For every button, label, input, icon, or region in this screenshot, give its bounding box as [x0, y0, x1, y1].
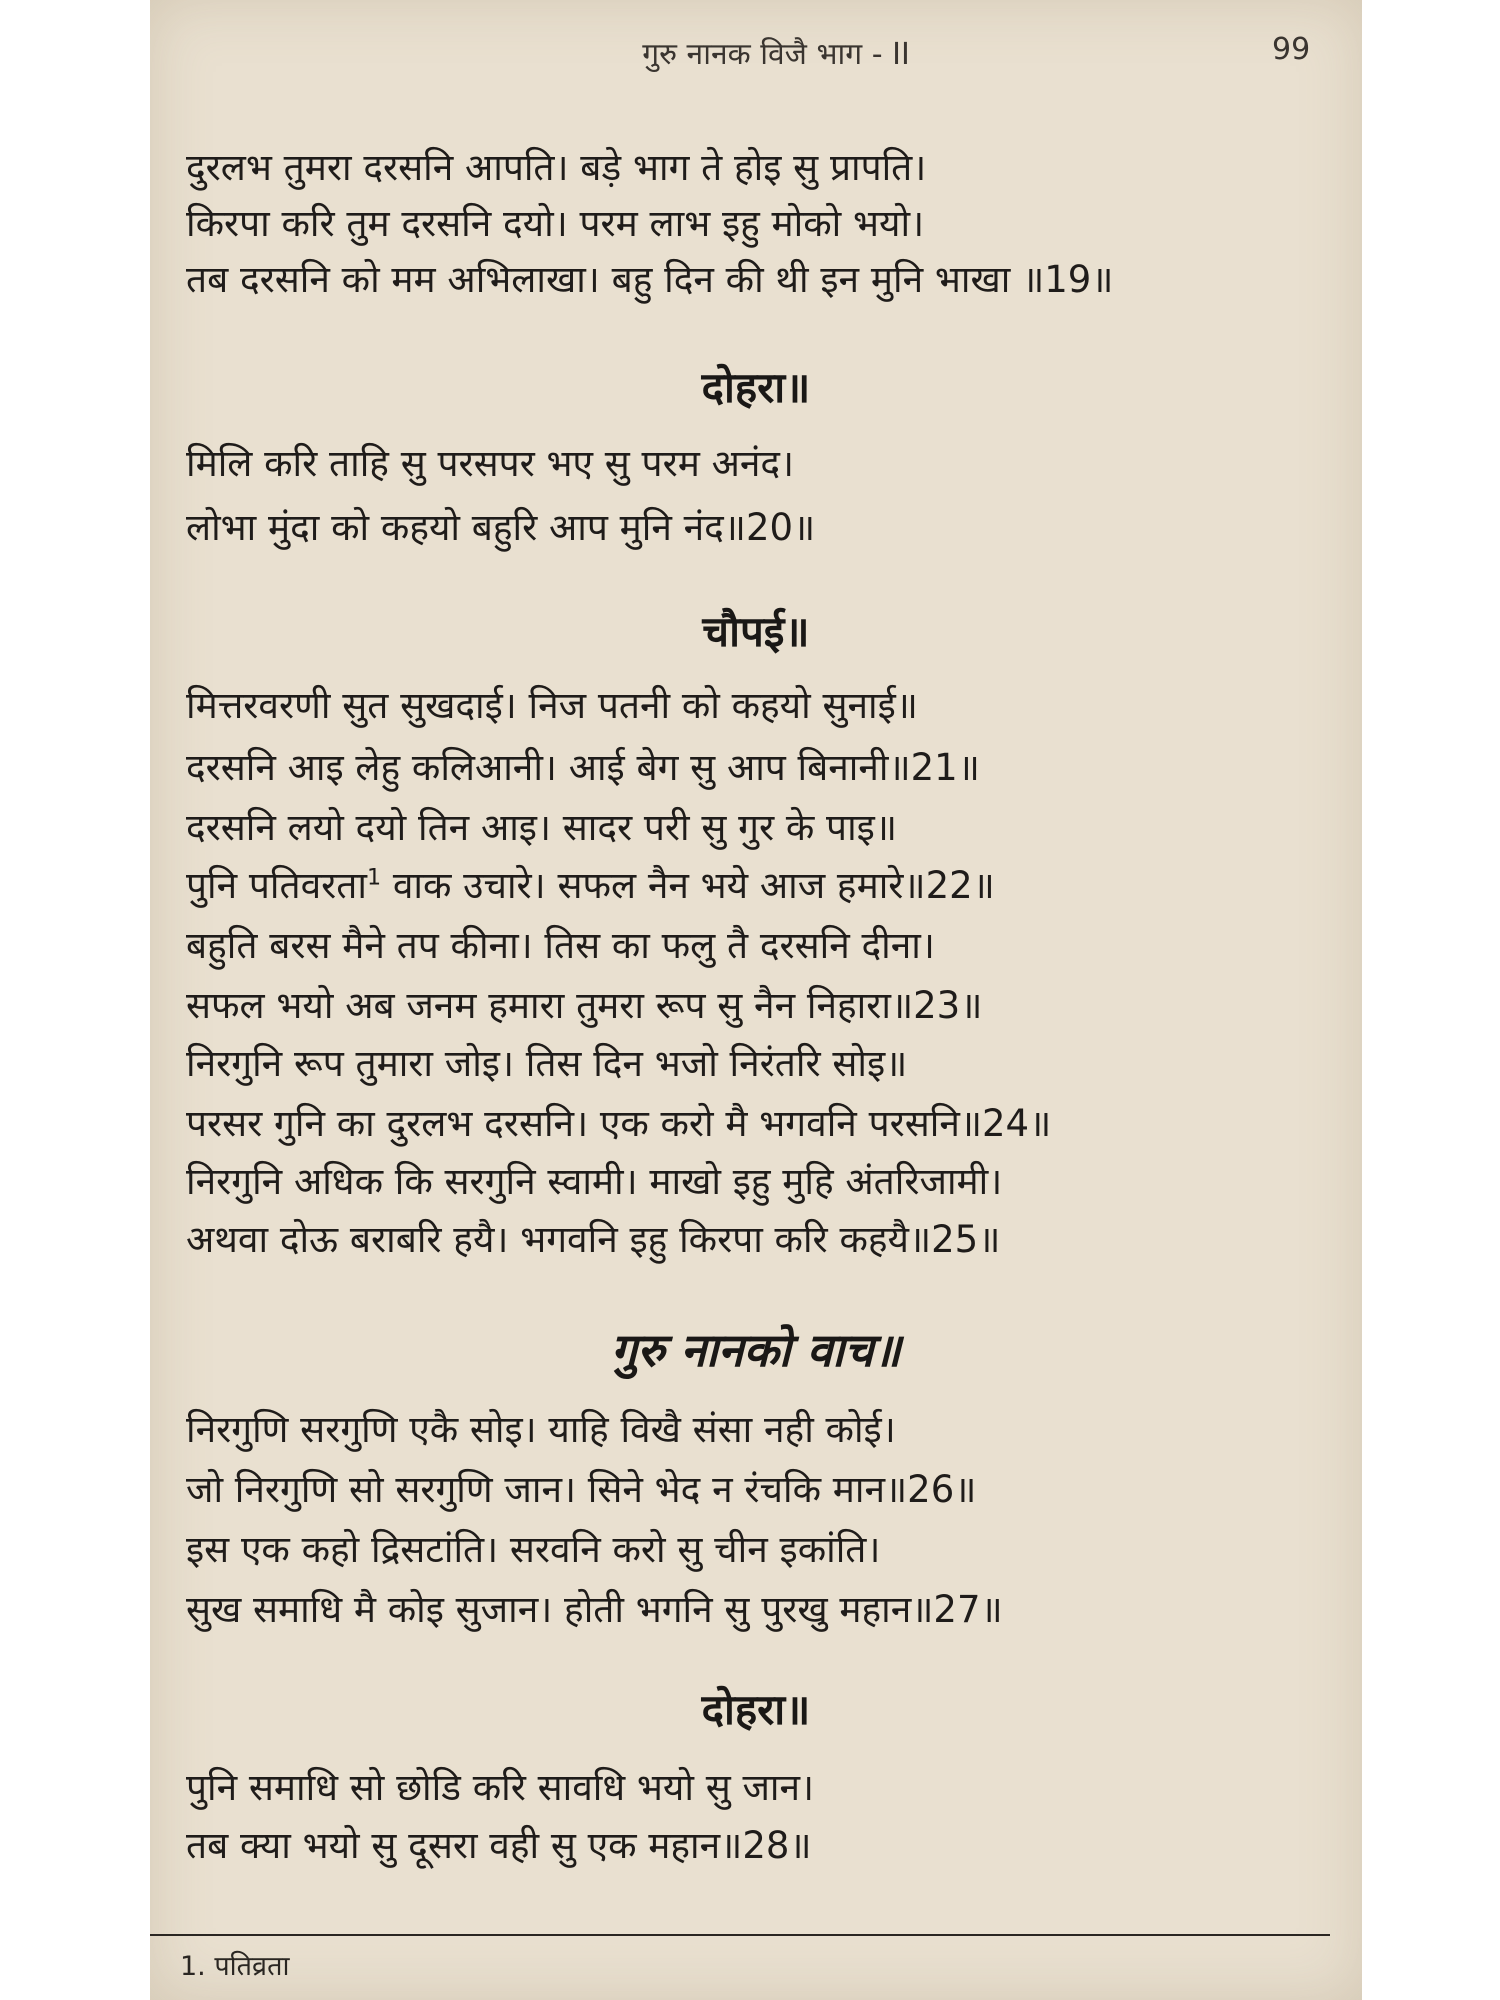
verse-line: तब क्या भयो सु दूसरा वही सु एक महान॥28॥	[186, 1824, 812, 1867]
running-head: गुरु नानक विजै भाग - II	[642, 37, 910, 72]
section-heading: दोहरा॥	[701, 1685, 811, 1734]
verse-line: दरसनि आइ लेहु कलिआनी। आई बेग सु आप बिनानी॥21॥	[186, 746, 980, 789]
verse-line: सुख समाधि मै कोइ सुजान। होती भगनि सु पुरखु महान॥27॥	[186, 1588, 1003, 1631]
page-number: 99	[1272, 32, 1311, 67]
verse-line: निरगुनि अधिक कि सरगुनि स्वामी। माखो इहु मुहि अंतरिजामी।	[186, 1160, 1003, 1203]
verse-text: पुनि पतिवरता	[186, 864, 367, 907]
verse-line: तब दरसनि को मम अभिलाखा। बहु दिन की थी इन मुनि भाखा ॥19॥	[186, 258, 1114, 301]
verse-line: जो निरगुणि सो सरगुणि जान। सिने भेद न रंचकि मान॥26॥	[186, 1468, 977, 1511]
section-heading: दोहरा॥	[701, 363, 811, 412]
verse-line: दुरलभ तुमरा दरसनि आपति। बड़े भाग ते होइ सु प्रापति।	[186, 146, 927, 189]
verse-line: किरपा करि तुम दरसनि दयो। परम लाभ इहु मोको भयो।	[186, 202, 925, 245]
section-heading: चौपई॥	[702, 607, 810, 656]
verse-line: निरगुनि रूप तुमारा जोइ। तिस दिन भजो निरंतरि सोइ॥	[186, 1042, 908, 1085]
verse-line-with-footnote	[186, 858, 1336, 909]
book-page	[150, 0, 1362, 2000]
verse-line: परसर गुनि का दुरलभ दरसनि। एक करो मै भगवनि परसनि॥24॥	[186, 1102, 1052, 1145]
verse-line: मित्तरवरणी सुत सुखदाई। निज पतनी को कहयो सुनाई॥	[186, 684, 918, 727]
footnote: 1. पतिव्रता	[180, 1951, 290, 1982]
verse-line: बहुति बरस मैने तप कीना। तिस का फलु तै दरसनि दीना।	[186, 924, 935, 967]
verse-line: लोभा मुंदा को कहयो बहुरि आप मुनि नंद॥20॥	[186, 506, 816, 549]
verse-line: अथवा दोऊ बराबरि हयै। भगवनि इहु किरपा करि कहयै॥25॥	[186, 1218, 1001, 1261]
footnote-marker: 1	[366, 864, 382, 891]
verse-line: पुनि समाधि सो छोडि करि सावधि भयो सु जान।	[186, 1766, 815, 1809]
section-heading: गुरु नानको वाच॥	[611, 1323, 901, 1377]
verse-text: वाक उचारे। सफल नैन भये आज हमारे॥22॥	[381, 864, 995, 907]
verse-line: निरगुणि सरगुणि एकै सोइ। याहि विखै संसा नही कोई।	[186, 1408, 896, 1451]
verse-line: दरसनि लयो दयो तिन आइ। सादर परी सु गुर के पाइ॥	[186, 806, 897, 849]
footnote-divider	[150, 1934, 1330, 1936]
verse-line: सफल भयो अब जनम हमारा तुमरा रूप सु नैन निहारा॥23॥	[186, 984, 983, 1027]
verse-line: इस एक कहो द्रिसटांति। सरवनि करो सु चीन इकांति।	[186, 1528, 881, 1571]
verse-line: मिलि करि ताहि सु परसपर भए सु परम अनंद।	[186, 442, 795, 485]
